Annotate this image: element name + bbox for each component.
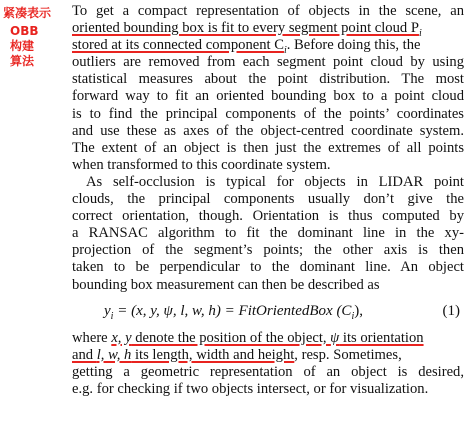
p1-line-5: statistical measures about the point distribution. The most — [72, 71, 464, 88]
p1-line-4: outliers are removed from each segment point cloud by using — [72, 54, 464, 71]
paper-body — [72, 3, 464, 398]
p1-line-3: stored at its connected component $C_i$ . Before doing this, the — [72, 37, 421, 57]
p2-line-5: projection of the segment’s points; the other axis is then — [72, 242, 464, 259]
p3-line-1: where x, y denote the position of the object, ψ its orientation — [72, 329, 424, 346]
p3-line-2: and l, w, h its length, width and height , resp. Sometimes, — [72, 346, 402, 363]
annotation-construct: 构建 — [10, 39, 35, 53]
p2-line-6: taken to be perpendicular to the dominant line. An object — [72, 259, 464, 276]
highlight-obb-fit: oriented bounding box is fit to every segment point cloud $P_i$ — [72, 20, 422, 39]
p2-line-4: a RANSAC algorithm to fit the dominant line in the xy- — [72, 225, 464, 242]
annotation-algorithm: 算法 — [10, 54, 35, 68]
equation-number: (1) — [442, 302, 460, 319]
p1-line-9: The extent of an object is then just the extremes of all points — [72, 139, 464, 156]
annotation-obb: OBB — [10, 24, 39, 38]
highlight-position: x, y denote the position of the object, ψ its orientation — [111, 329, 424, 346]
p2-line-2: clouds, the principal components usually don’t give the — [72, 191, 464, 208]
p2-line-3: correct orientation, though. Orientation is thus computed by — [72, 208, 464, 225]
p1-line-8: and use these as axes of the object-centred coordinate system. — [72, 122, 464, 139]
equation-1 — [72, 298, 464, 326]
highlight-connected-component: stored at its connected component $C_i$ — [72, 37, 287, 57]
p1-line-1: To get a compact representation of objects in the scene, an — [72, 3, 464, 19]
p2-line-7: bounding box measurement can then be described as — [72, 276, 380, 293]
p3-line-3: getting a geometric representation of an object is desired, — [72, 363, 464, 380]
p1-line-2 — [72, 20, 464, 37]
p1-line-10: when transformed to this coordinate system. — [72, 156, 331, 173]
p1-line-7: is to find the principal components of the points’ coordinates — [72, 105, 464, 122]
annotation-compact-representation: 紧凑表示 — [3, 6, 52, 20]
p1-line-6: forward way to fit an oriented bounding box to a point cloud — [72, 88, 464, 105]
p2-line-1: As self-occlusion is typical for objects in LIDAR point — [86, 173, 464, 190]
highlight-dimensions: and l, w, h its length, width and height — [72, 346, 295, 363]
equation-body: $y_i = (x$, y, ψ, l, w, h) = FitOrientedBox $(C_i)$, — [104, 302, 363, 322]
p3-line-4: e.g. for checking if two objects intersect, or for visualization. — [72, 380, 429, 397]
